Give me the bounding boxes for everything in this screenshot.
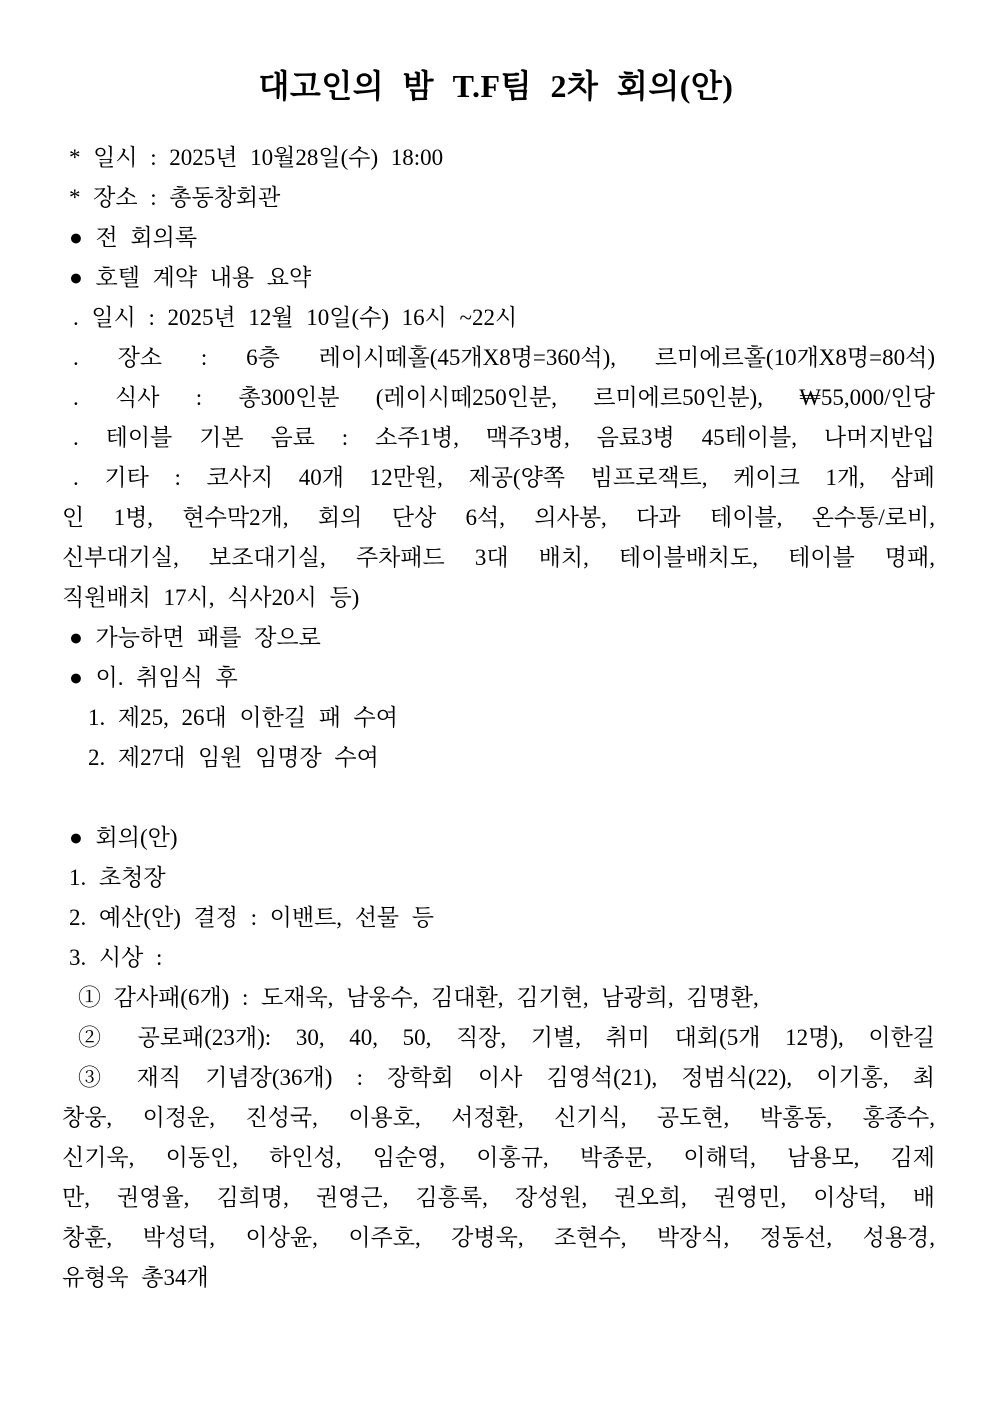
document-body — [62, 138, 935, 1298]
document-line: * 장소 : 총동창회관 — [69, 185, 281, 210]
document-line: . 장소 : 6층 레이시떼홀(45개X8명=360석), 르미에르홀(10개X8명=80석) — [73, 345, 935, 370]
document-line: . 일시 : 2025년 12월 10일(수) 16시 ~22시 — [73, 305, 518, 330]
document-line: ● 전 회의록 — [69, 225, 198, 250]
document-line: . 기타 : 코사지 40개 12만원, 제공(양쪽 빔프로잭트, 케이크 1개, 삼페 — [73, 465, 935, 490]
document-line: 3. 시상 : — [69, 945, 163, 970]
document-title: 대고인의 밤 T.F팀 2차 회의(안) — [258, 68, 734, 104]
document-line: ● 이. 취임식 후 — [69, 665, 238, 690]
document-line: ● 회의(안) — [69, 825, 178, 850]
document-line: 창웅, 이정운, 진성국, 이용호, 서정환, 신기식, 공도현, 박홍동, 홍종수, — [62, 1105, 935, 1130]
document-line: ● 호텔 계약 내용 요약 — [69, 265, 312, 290]
document-line: 1. 초청장 — [69, 865, 166, 890]
document-line: . 식사 : 총300인분 (레이시떼250인분, 르미에르50인분), ₩55,000/인당 — [73, 385, 935, 410]
document-line: . 테이블 기본 음료 : 소주1병, 맥주3병, 음료3병 45테이블, 나머지반입 — [73, 425, 935, 450]
document-line: 유형욱 총34개 — [62, 1265, 209, 1290]
document-line: ③ 재직 기념장(36개) : 장학회 이사 김영석(21), 정범식(22), 이기홍, 최 — [78, 1065, 935, 1090]
document-line: ① 감사패(6개) : 도재욱, 남웅수, 김대환, 김기현, 남광희, 김명환, — [78, 985, 759, 1010]
document-line: 신부대기실, 보조대기실, 주차패드 3대 배치, 테이블배치도, 테이블 명패, — [62, 545, 935, 570]
blank-line — [62, 778, 935, 818]
document-line: 2. 제27대 임원 임명장 수여 — [88, 745, 379, 770]
document-line: ● 가능하면 패를 장으로 — [69, 625, 321, 650]
document-line: 1. 제25, 26대 이한길 패 수여 — [88, 705, 398, 730]
document-line: * 일시 : 2025년 10월28일(수) 18:00 — [69, 145, 444, 170]
document-line: 만, 권영율, 김희명, 권영근, 김흥록, 장성원, 권오희, 권영민, 이상덕, 배 — [62, 1185, 935, 1210]
document-line: ② 공로패(23개): 30, 40, 50, 직장, 기별, 취미 대회(5개 12명), 이한길 — [78, 1025, 935, 1050]
document-line: 직원배치 17시, 식사20시 등) — [62, 585, 360, 610]
document-line: 2. 예산(안) 결정 : 이밴트, 선물 등 — [69, 905, 435, 930]
document-line: 신기욱, 이동인, 하인성, 임순영, 이홍규, 박종문, 이해덕, 남용모, 김제 — [62, 1145, 935, 1170]
document-line: 창훈, 박성덕, 이상윤, 이주호, 강병욱, 조현수, 박장식, 정동선, 성용경, — [62, 1225, 935, 1250]
document-line: 인 1병, 현수막2개, 회의 단상 6석, 의사봉, 다과 테이블, 온수통/로비, — [62, 505, 935, 530]
